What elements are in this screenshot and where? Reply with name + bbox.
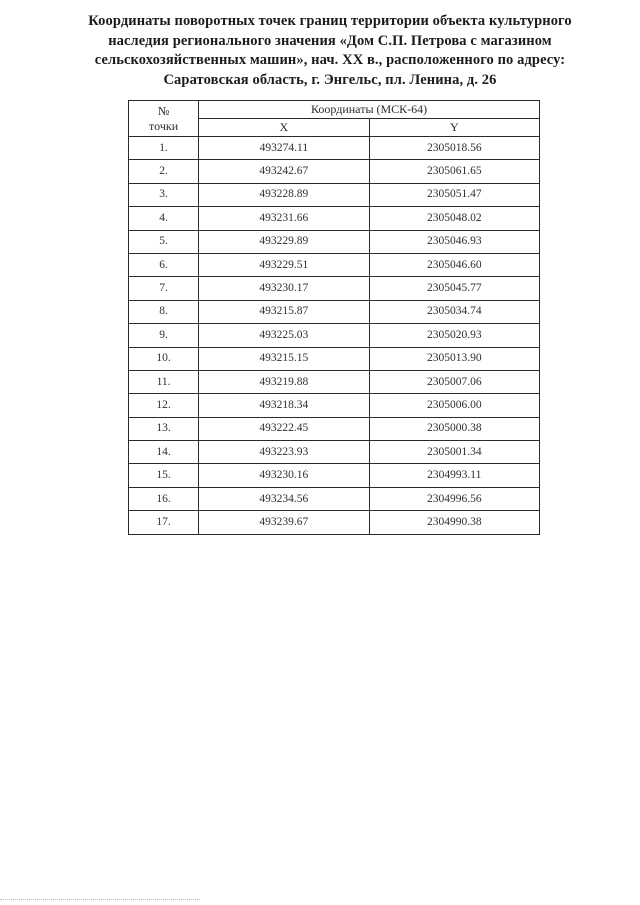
y-coordinate-cell: 2305048.02 [369,207,539,230]
y-coordinate-cell: 2304990.38 [369,511,539,534]
y-coordinate-cell: 2305006.00 [369,394,539,417]
point-number-cell: 6. [129,253,199,276]
table-row [129,441,540,464]
x-coordinate-cell: 493234.56 [199,487,369,510]
table-row [129,230,540,253]
table-row [129,207,540,230]
x-coordinate-cell: 493229.89 [199,230,369,253]
table-row [129,487,540,510]
point-number-cell: 15. [129,464,199,487]
x-coordinate-cell: 493229.51 [199,253,369,276]
table-body [129,137,540,535]
table-row [129,394,540,417]
title-line-3: сельскохозяйственных машин», нач. XX в., расположенного по адресу: [94,52,566,68]
x-coordinate-cell: 493230.17 [199,277,369,300]
y-coordinate-cell: 2305020.93 [369,324,539,347]
x-coordinate-cell: 493225.03 [199,324,369,347]
title-line-4: Саратовская область, г. Энгельс, пл. Ленина, д. 26 [163,71,497,88]
x-coordinate-cell: 493223.93 [199,441,369,464]
y-coordinate-cell: 2305018.56 [369,137,539,160]
x-coordinate-cell: 493274.11 [199,137,369,160]
x-coordinate-cell: 493215.87 [199,300,369,323]
table-row [129,347,540,370]
title-line-1: Координаты поворотных точек границ территории объекта культурного [88,13,572,29]
point-number-cell: 13. [129,417,199,440]
table-row [129,160,540,183]
table-row [129,183,540,206]
point-number-cell: 12. [129,394,199,417]
point-number-cell: 14. [129,441,199,464]
x-coordinate-cell: 493231.66 [199,207,369,230]
x-coordinate-cell: 493219.88 [199,370,369,393]
table-row [129,300,540,323]
point-number-header-label: точки [149,118,179,133]
y-coordinate-cell: 2305013.90 [369,347,539,370]
x-coordinate-cell: 493222.45 [199,417,369,440]
table-row [129,511,540,534]
y-coordinate-cell: 2305051.47 [369,183,539,206]
coordinates-table [128,100,540,535]
y-coordinate-cell: 2304993.11 [369,464,539,487]
x-coordinate-cell: 493242.67 [199,160,369,183]
table-row [129,370,540,393]
point-number-cell: 16. [129,487,199,510]
title-line-2: наследия регионального значения «Дом С.П. Петрова с магазином [108,32,552,49]
point-number-cell: 5. [129,230,199,253]
y-coordinate-cell: 2305007.06 [369,370,539,393]
footer-dotted-line [0,899,200,900]
y-column-header: Y [369,119,539,137]
y-coordinate-cell: 2305061.65 [369,160,539,183]
point-number-cell: 4. [129,207,199,230]
point-number-header [129,101,199,137]
x-coordinate-cell: 493215.15 [199,347,369,370]
y-coordinate-cell: 2305046.93 [369,230,539,253]
y-coordinate-cell: 2305000.38 [369,417,539,440]
document-title [60,12,600,90]
x-coordinate-cell: 493228.89 [199,183,369,206]
x-coordinate-cell: 493230.16 [199,464,369,487]
point-number-cell: 9. [129,324,199,347]
table-row [129,417,540,440]
y-coordinate-cell: 2304996.56 [369,487,539,510]
point-number-cell: 2. [129,160,199,183]
point-number-cell: 8. [129,300,199,323]
table-row [129,464,540,487]
y-coordinate-cell: 2305046.60 [369,253,539,276]
y-coordinate-cell: 2305045.77 [369,277,539,300]
x-coordinate-cell: 493218.34 [199,394,369,417]
table-row [129,277,540,300]
x-column-header: X [199,119,369,137]
point-number-cell: 17. [129,511,199,534]
y-coordinate-cell: 2305034.74 [369,300,539,323]
x-coordinate-cell: 493239.67 [199,511,369,534]
point-number-cell: 10. [129,347,199,370]
point-number-cell: 11. [129,370,199,393]
point-number-header-symbol: № [157,103,170,118]
table-row [129,137,540,160]
table-header-row [129,101,540,119]
point-number-cell: 3. [129,183,199,206]
point-number-cell: 1. [129,137,199,160]
table-row [129,253,540,276]
coordinates-header: Координаты (МСК-64) [199,101,540,119]
point-number-cell: 7. [129,277,199,300]
table-row [129,324,540,347]
y-coordinate-cell: 2305001.34 [369,441,539,464]
